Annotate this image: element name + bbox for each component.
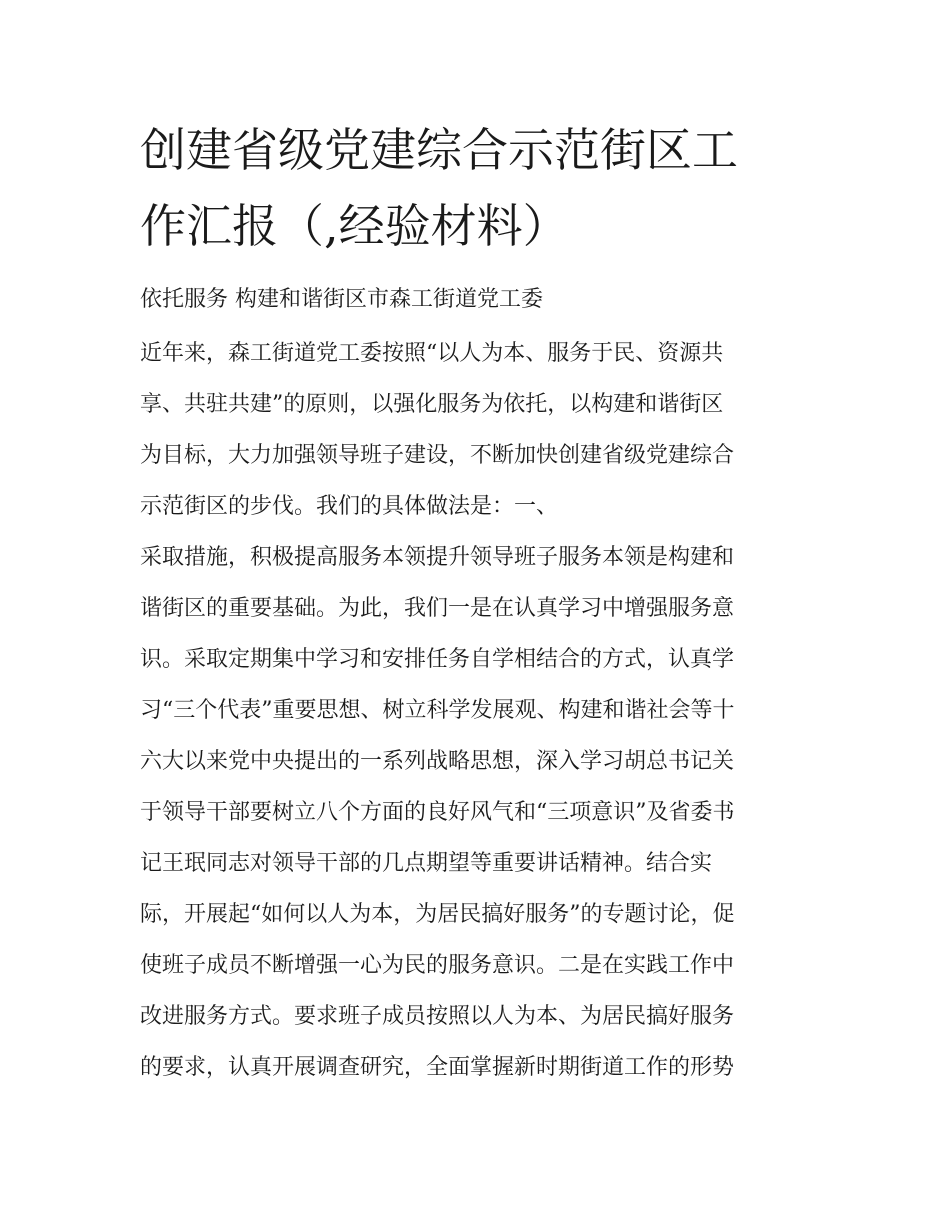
body-line: 谐街区的重要基础。为此，我们一是在认真学习中增强服务意 (140, 596, 735, 621)
body-line: 记王珉同志对领导干部的几点期望等重要讲话精神。结合实 (140, 851, 713, 876)
document-body (140, 334, 820, 1099)
body-line: 示范街区的步伐。我们的具体做法是：一、 (140, 494, 559, 519)
body-line: 识。采取定期集中学习和安排任务自学相结合的方式，认真学 (140, 647, 735, 672)
title-line: 作汇报（,经验材料） (140, 199, 569, 253)
body-line: 采取措施，积极提高服务本领提升领导班子服务本领是构建和 (140, 545, 735, 570)
title-line: 创建省级党建综合示范街区工 (140, 123, 738, 177)
body-line: 六大以来党中央提出的一系列战略思想，深入学习胡总书记关 (140, 749, 735, 774)
document-subtitle: 依托服务 构建和谐街区市森工街道党工委 (140, 287, 543, 312)
body-line: 为目标，大力加强领导班子建设，不断加快创建省级党建综合 (140, 443, 735, 468)
body-line: 习“三个代表”重要思想、树立科学发展观、构建和谐社会等十 (140, 698, 735, 723)
body-line: 的要求，认真开展调查研究，全面掌握新时期街道工作的形势 (140, 1055, 735, 1080)
document-title (140, 112, 840, 264)
body-line: 近年来，森工街道党工委按照“以人为本、服务于民、资源共 (140, 341, 724, 366)
body-line: 享、共驻共建”的原则，以强化服务为依托，以构建和谐街区 (140, 392, 724, 417)
body-line: 改进服务方式。要求班子成员按照以人为本、为居民搞好服务 (140, 1004, 735, 1029)
body-line: 使班子成员不断增强一心为民的服务意识。二是在实践工作中 (140, 953, 735, 978)
body-line: 于领导干部要树立八个方面的良好风气和“三项意识”及省委书 (140, 800, 735, 825)
body-line: 际，开展起“如何以人为本，为居民搞好服务”的专题讨论，促 (140, 902, 735, 927)
